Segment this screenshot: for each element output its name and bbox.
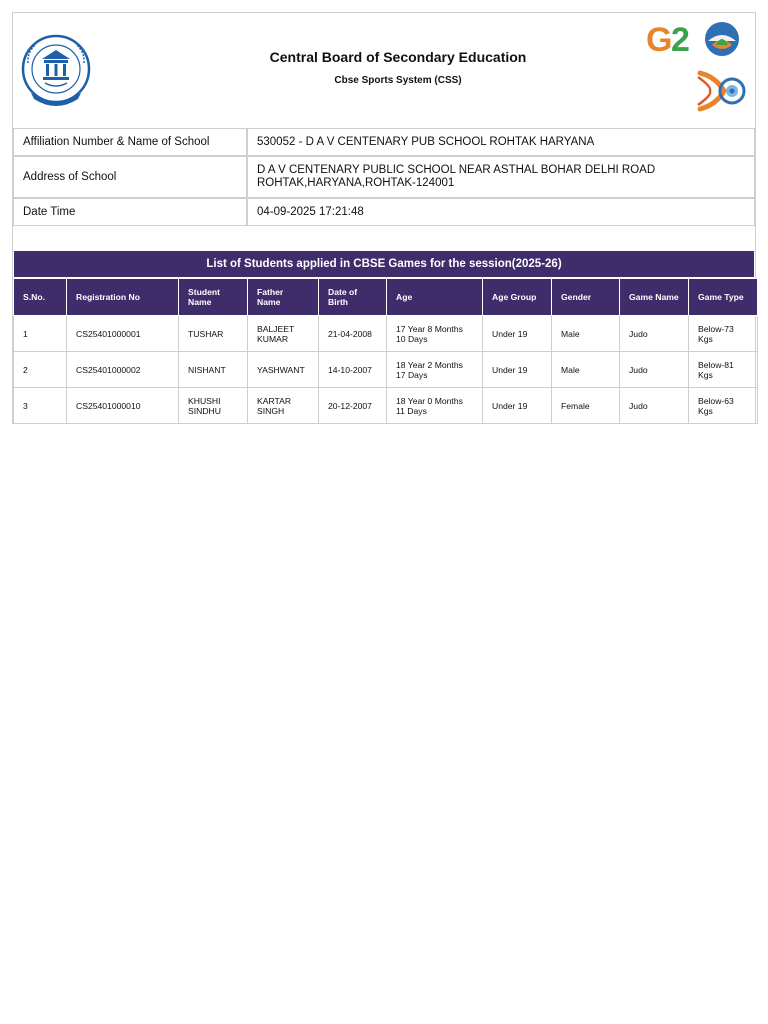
cell-age: 18 Year 2 Months 17 Days: [387, 352, 483, 388]
table-header-row: [14, 279, 758, 316]
column-header: Age Group: [483, 279, 552, 316]
column-header: S.No.: [14, 279, 67, 316]
info-row-address: [13, 156, 755, 198]
cell-father-name: YASHWANT: [248, 352, 319, 388]
cell-sno: 1: [14, 316, 67, 352]
report-frame: [12, 12, 756, 424]
cell-registration-no: CS25401000010: [67, 388, 179, 424]
column-header: Game Type: [689, 279, 758, 316]
info-row-datetime: [13, 198, 755, 226]
cell-age-group: Under 19: [483, 352, 552, 388]
cell-registration-no: CS25401000001: [67, 316, 179, 352]
column-header: Student Name: [179, 279, 248, 316]
info-label: Date Time: [13, 198, 247, 226]
cell-date-of-birth: 21-04-2008: [319, 316, 387, 352]
page-subtitle: Cbse Sports System (CSS): [334, 75, 462, 86]
column-header: Age: [387, 279, 483, 316]
info-label: Address of School: [13, 156, 247, 198]
cell-sno: 2: [14, 352, 67, 388]
column-header: Gender: [552, 279, 620, 316]
table-row: [14, 352, 758, 388]
cell-student-name: KHUSHI SINDHU: [179, 388, 248, 424]
cell-game-type: Below-63 Kgs: [689, 388, 758, 424]
cell-age-group: Under 19: [483, 316, 552, 352]
cell-father-name: KARTAR SINGH: [248, 388, 319, 424]
cbse-emblem-icon: [21, 33, 91, 109]
cell-date-of-birth: 14-10-2007: [319, 352, 387, 388]
cell-father-name: BALJEET KUMAR: [248, 316, 319, 352]
column-header: Game Name: [620, 279, 689, 316]
cell-game-type: Below-73 Kgs: [689, 316, 758, 352]
cell-age: 17 Year 8 Months 10 Days: [387, 316, 483, 352]
cell-game-type: Below-81 Kgs: [689, 352, 758, 388]
svg-text:2: 2: [671, 21, 690, 59]
cell-gender: Male: [552, 316, 620, 352]
report-header: [13, 13, 755, 127]
info-value: D A V CENTENARY PUBLIC SCHOOL NEAR ASTHAL BOHAR DELHI ROAD ROHTAK,HARYANA,ROHTAK-124001: [247, 156, 755, 198]
students-list-title: List of Students applied in CBSE Games for the session(2025-26): [14, 251, 754, 277]
cell-game-name: Judo: [620, 352, 689, 388]
column-header: Father Name: [248, 279, 319, 316]
g20-logo-icon: [646, 19, 746, 59]
column-header: Registration No: [67, 279, 179, 316]
students-table: [13, 278, 758, 424]
cell-student-name: TUSHAR: [179, 316, 248, 352]
info-label: Affiliation Number & Name of School: [13, 128, 247, 156]
cell-game-name: Judo: [620, 388, 689, 424]
cell-game-name: Judo: [620, 316, 689, 352]
cell-sno: 3: [14, 388, 67, 424]
info-row-affiliation: [13, 128, 755, 156]
column-header: Date of Birth: [319, 279, 387, 316]
info-value: 04-09-2025 17:21:48: [247, 198, 755, 226]
table-row: [14, 388, 758, 424]
page-title: Central Board of Secondary Education: [269, 49, 527, 65]
info-value: 530052 - D A V CENTENARY PUB SCHOOL ROHTAK HARYANA: [247, 128, 755, 156]
cell-gender: Female: [552, 388, 620, 424]
cell-registration-no: CS25401000002: [67, 352, 179, 388]
cell-age-group: Under 19: [483, 388, 552, 424]
cell-student-name: NISHANT: [179, 352, 248, 388]
cell-gender: Male: [552, 352, 620, 388]
cbse-anniversary-emblem-icon: [694, 69, 748, 113]
table-row: [14, 316, 758, 352]
cell-age: 18 Year 0 Months 11 Days: [387, 388, 483, 424]
svg-text:G: G: [646, 21, 673, 59]
cell-date-of-birth: 20-12-2007: [319, 388, 387, 424]
